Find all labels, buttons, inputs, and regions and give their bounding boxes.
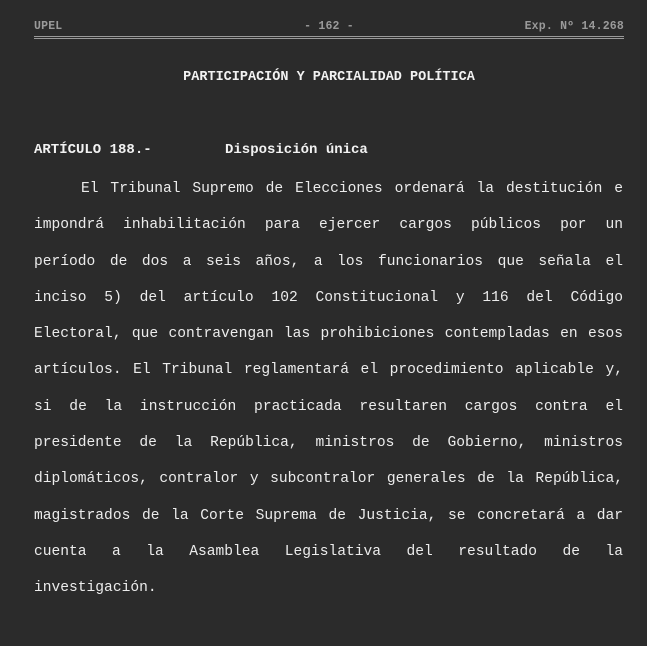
article-number: ARTÍCULO 188.- xyxy=(34,142,152,158)
article-body-paragraph: El Tribunal Supremo de Elecciones ordenará la destitución e impondrá inhabilitación para ejercer cargos públicos por un período de dos a seis años, a los funcionarios que señala el inciso 5) del artículo 102 Constitucional y 116 del Código Electoral, que contravengan las prohibiciones contempladas en esos artículos. El Tribunal reglamentará el procedimiento aplicable y, si de la instrucción practicada resultaren cargos contra el presidente de la República, ministros de Gobierno, ministros diplomáticos, contralor y subcontralor generales de la República, magistrados de la Corte Suprema de Justicia, se concretará a dar cuenta a la Asamblea Legislativa del resultado de la investigación. xyxy=(34,181,623,597)
section-title: PARTICIPACIÓN Y PARCIALIDAD POLÍTICA xyxy=(183,70,475,85)
header-org-label: UPEL xyxy=(34,20,63,33)
header-divider xyxy=(34,36,624,39)
running-header xyxy=(34,20,624,34)
header-file-number: Exp. Nº 14.268 xyxy=(524,20,624,33)
header-page-number: - 162 - xyxy=(304,20,354,33)
article-heading xyxy=(34,142,368,158)
article-name: Disposición única xyxy=(225,142,368,158)
